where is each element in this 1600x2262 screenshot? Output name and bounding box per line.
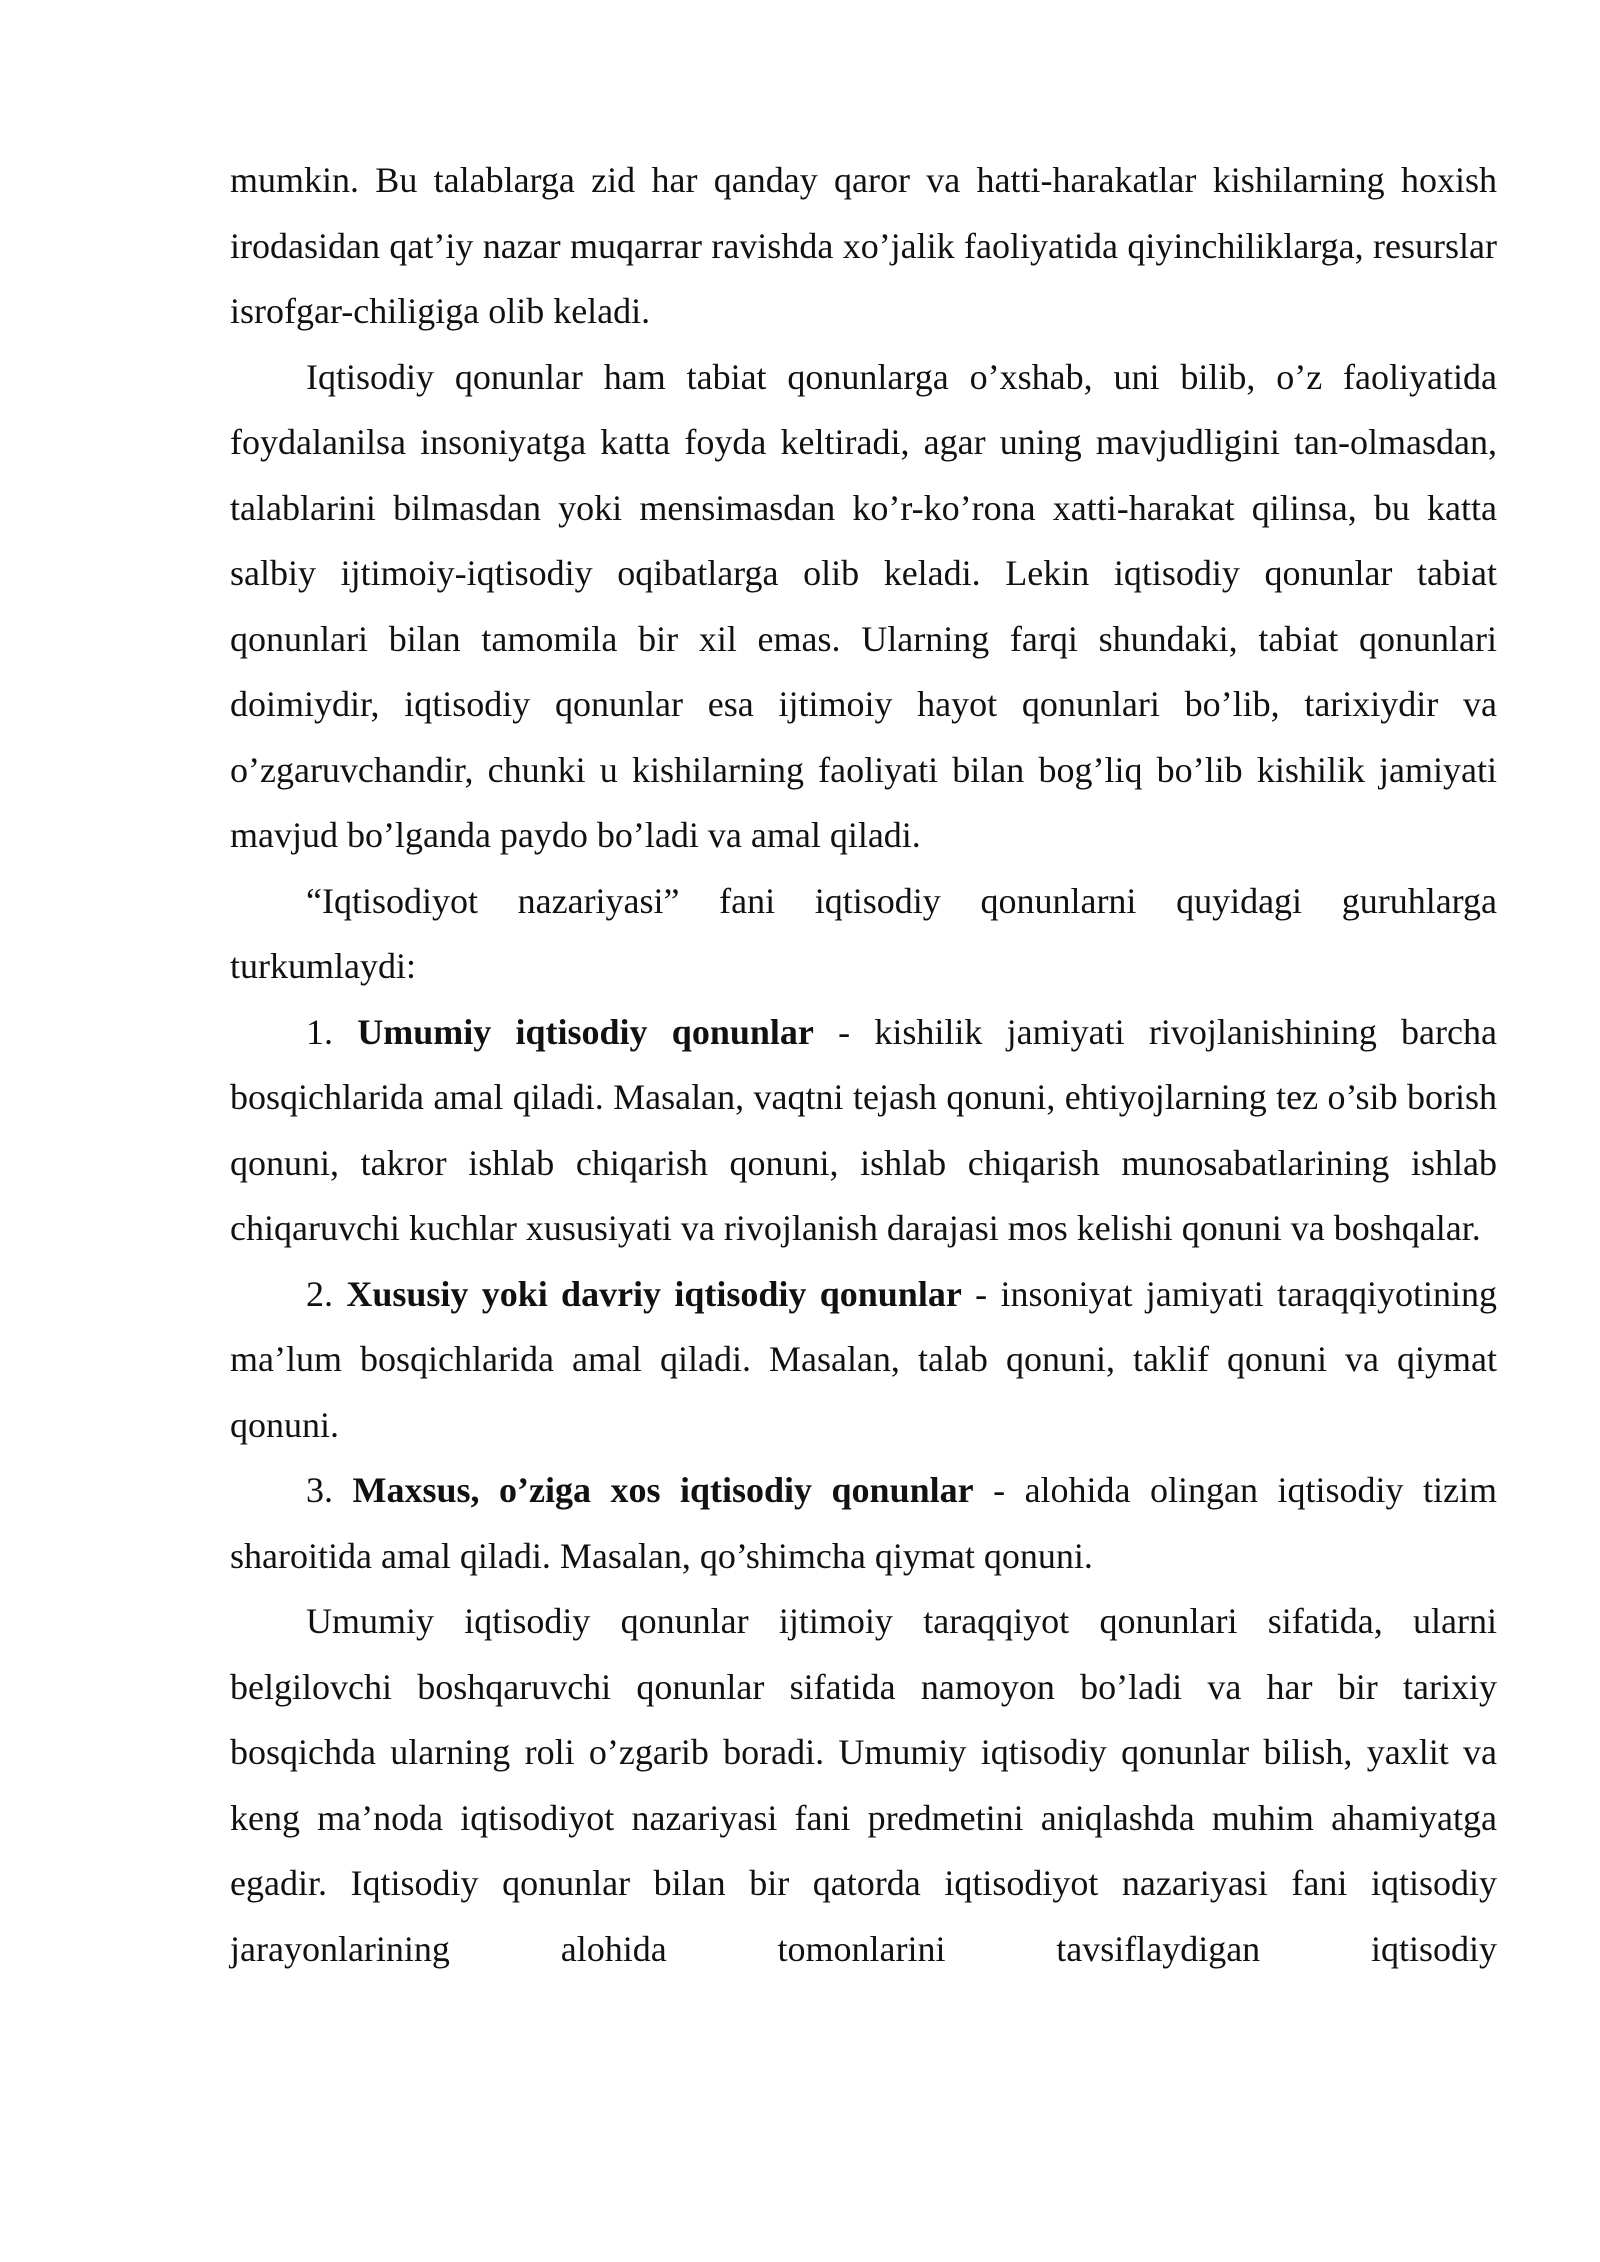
list-item-special-laws [230, 1458, 1497, 1589]
list-item-description: - kishilik jamiyati rivojlanishining barcha bosqichlarida amal qiladi. Masalan, vaqtni tejash qonuni, ehtiyojlarning tez o’sib borish qonuni, takror ishlab chiqarish qonuni, ishlab chiqarish munosabatlarining ishlab chiqaruvchi kuchlar xususiyati va rivojlanish darajasi mos kelishi qonuni va boshqalar. [230, 1011, 1497, 1248]
paragraph-classification-intro: “Iqtisodiyot nazariyasi” fani iqtisodiy qonunlarni quyidagi guruhlarga turkumlaydi: [230, 880, 1497, 986]
paragraph-economic-laws-nature: Iqtisodiy qonunlar ham tabiat qonunlarga o’xshab, uni bilib, o’z faoliyatida foydalanilsa insoniyatga katta foyda keltiradi, agar uning mavjudligini tan-olmasdan, talablarini bilmasdan yoki mensimasdan ko’r-ko’rona xatti-harakat qilinsa, bu katta salbiy ijtimoiy-iqtisodiy oqibatlarga olib keladi. Lekin iqtisodiy qonunlar tabiat qonunlari bilan tamomila bir xil emas. Ularning farqi shundaki, tabiat qonunlari doimiydir, iqtisodiy qonunlar esa ijtimoiy hayot qonunlari bo’lib, tarixiydir va o’zgaruvchandir, chunki u kishilarning faoliyati bilan bog’liq bo’lib kishilik jamiyati mavjud bo’lganda paydo bo’ladi va amal qiladi. [230, 356, 1497, 855]
list-item-general-laws [230, 1000, 1497, 1262]
list-item-number: 3. [306, 1470, 333, 1510]
list-item-term: Xususiy yoki davriy iqtisodiy qonunlar [346, 1273, 962, 1314]
list-item-specific-laws [230, 1262, 1497, 1459]
document-page [230, 148, 1497, 1982]
list-item-number: 1. [306, 1011, 333, 1052]
list-item-number: 2. [306, 1273, 333, 1314]
list-item-description: - insoniyat jamiyati taraqqiyotining ma’lum bosqichlarida amal qiladi. Masalan, talab qonuni, taklif qonuni va qiymat qonuni. [230, 1273, 1498, 1445]
paragraph-continuation: mumkin. Bu talablarga zid har qanday qaror va hatti-harakatlar kishilarning hoxish irodasidan qat’iy nazar muqarrar ravishda xo’jalik faoliyatida qiyinchiliklarga, resurslar isrofgar-chiligiga olib keladi. [230, 160, 1497, 331]
list-item-term: Umumiy iqtisodiy qonunlar [357, 1011, 814, 1052]
list-item-term: Maxsus, o’ziga xos iqtisodiy qonunlar [352, 1470, 974, 1510]
paragraph-general-laws-role: Umumiy iqtisodiy qonunlar ijtimoiy taraqqiyot qonunlari sifatida, ularni belgilovchi boshqaruvchi qonunlar sifatida namoyon bo’ladi va har bir tarixiy bosqichda ularning roli o’zgarib boradi. Umumiy iqtisodiy qonunlar bilish, yaxlit va keng ma’noda iqtisodiyot nazariyasi fani predmetini aniqlashda muhim ahamiyatga egadir. Iqtisodiy qonunlar bilan bir qatorda iqtisodiyot nazariyasi fani iqtisodiy jarayonlarining alohida tomonlarini tavsiflaydigan iqtisodiy [230, 1601, 1497, 1969]
list-item-description: - alohida olingan iqtisodiy tizim sharoitida amal qiladi. Masalan, qo’shimcha qiymat qonuni. [230, 1470, 1497, 1576]
